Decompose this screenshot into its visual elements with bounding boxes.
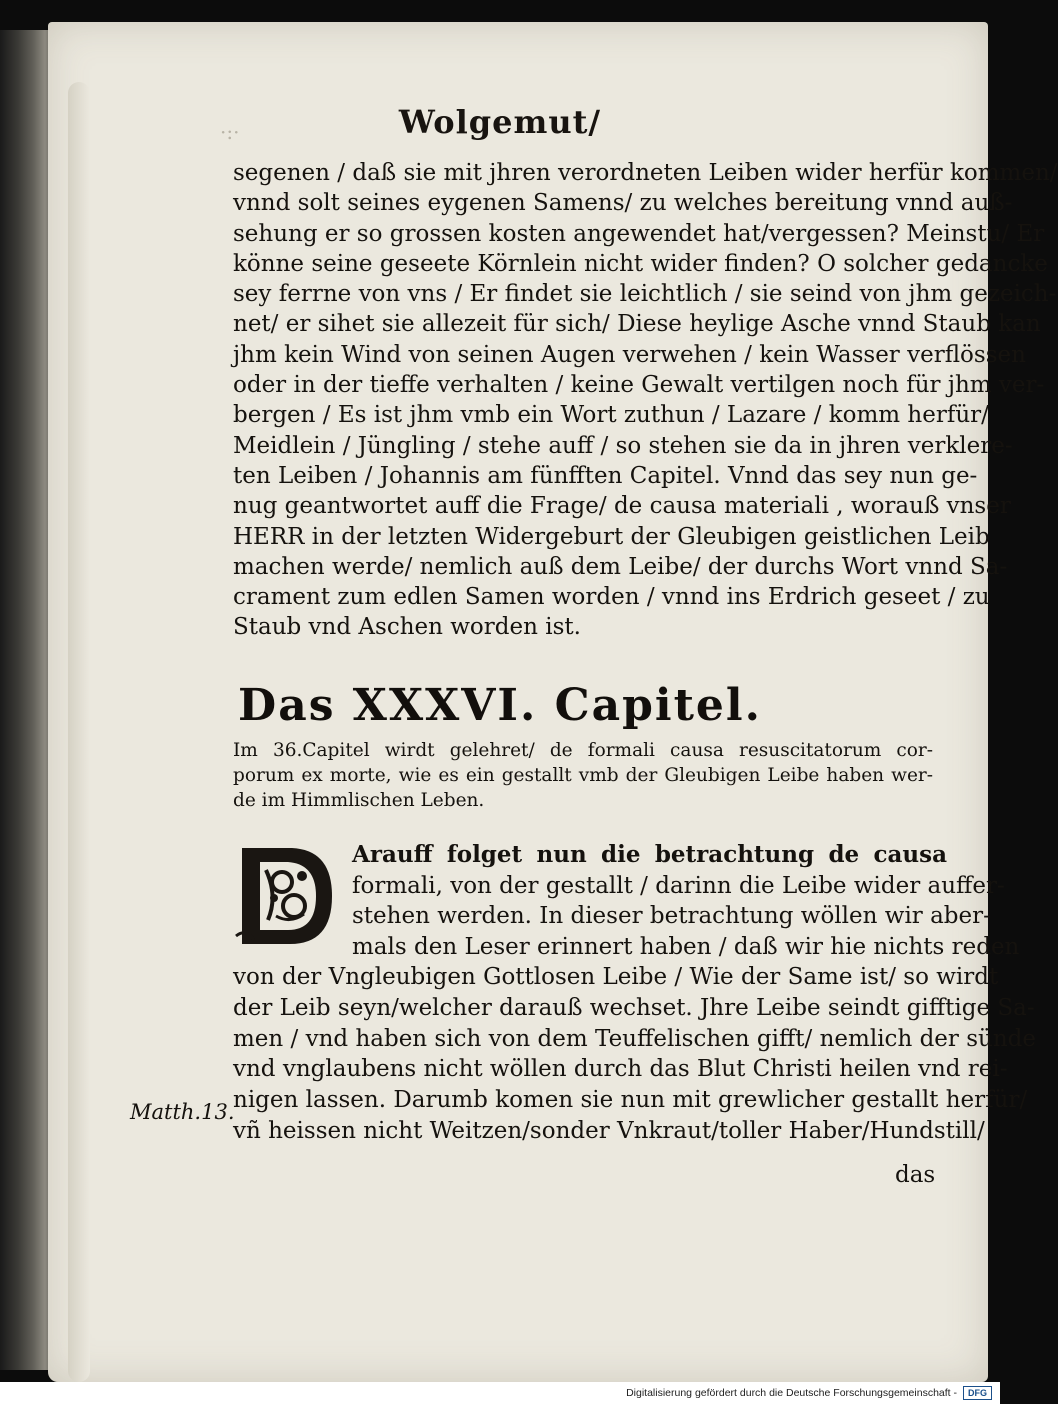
text-line: stehen werden. In dieser betrachtung wöllen wir aber- <box>352 903 991 929</box>
text-line: crament zum edlen Samen worden / vnnd ins Erdrich geseet / zu <box>233 584 990 611</box>
running-head: Wolgemut/ <box>398 103 602 141</box>
chapter-heading: Das XXXVI. Capitel. <box>238 680 762 731</box>
paragraph-2-indented <box>352 840 1020 962</box>
text-line: vnd vnglaubens nicht wöllen durch das Blut Christi heilen vnd rei- <box>233 1056 1008 1083</box>
text-line: Meidlein / Jüngling / stehe auff / so stehen sie da in jhren verklere- <box>233 432 1013 459</box>
text-line: oder in der tieffe verhalten / keine Gewalt vertilgen noch für jhm ver- <box>233 372 1045 399</box>
footer-credit-text: Digitalisierung gefördert durch die Deutsche Forschungsgemeinschaft - <box>626 1387 957 1399</box>
summary-line: de im Himmlischen Leben. <box>233 790 485 811</box>
text-line: vnnd solt seines eygenen Samens/ zu welches bereitung vnnd auß- <box>233 190 1013 217</box>
text-line: men / vnd haben sich von dem Teuffelischen gifft/ nemlich der sünde <box>233 1025 1036 1052</box>
text-line: der Leib seyn/welcher darauß wechset. Jhre Leibe seindt gifftige Sa- <box>233 994 1035 1021</box>
text-line: jhm kein Wind von seinen Augen verwehen / kein Wasser verflössen <box>233 341 1026 368</box>
text-line: sehung er so grossen kosten angewendet hat/vergessen? Meinstu/ Er <box>233 220 1045 247</box>
text-line: nigen lassen. Darumb komen sie nun mit grewlicher gestallt herfür/ <box>233 1087 1028 1114</box>
summary-line: porum ex morte, wie es ein gestallt vmb der Gleubigen Leibe haben wer- <box>233 765 933 786</box>
text-line: machen werde/ nemlich auß dem Leibe/ der durchs Wort vnnd Sa- <box>233 553 1008 580</box>
text-line: HERR in der letzten Widergeburt der Gleubigen geistlichen Leib <box>233 523 990 550</box>
margin-note: Matth.13. <box>130 1100 235 1124</box>
footer-credit-bar <box>0 1382 1000 1404</box>
text-line: könne seine geseete Körnlein nicht wider finden? O solcher gedancke <box>233 250 1048 277</box>
text-line: Arauff folget nun die betrachtung de causa <box>352 841 947 868</box>
text-line: sey ferrne von vns / Er findet sie leichtlich / sie seind von jhm gezeich- <box>233 281 1057 308</box>
text-line: nug geantwortet auff die Frage/ de causa materiali , worauß vnser <box>233 493 1011 520</box>
text-line: formali, von der gestallt / darinn die Leibe wider auffer- <box>352 872 1005 899</box>
text-line: von der Vngleubigen Gottlosen Leibe / Wie der Same ist/ so wirdt <box>233 964 999 990</box>
text-line: net/ er sihet sie allezeit für sich/ Diese heylige Asche vnnd Staub kan <box>233 311 1041 338</box>
page-curl-shadow <box>68 82 90 1382</box>
dfg-logo[interactable]: DFG <box>963 1386 992 1400</box>
text-line: mals den Leser erinnert haben / daß wir hie nichts reden <box>352 933 1020 960</box>
text-line: ten Leiben / Johannis am fünfften Capitel. Vnnd das sey nun ge- <box>233 462 978 489</box>
decorated-initial-d-icon <box>232 840 340 952</box>
paragraph-1 <box>233 158 1058 643</box>
chapter-summary <box>233 738 933 813</box>
text-line: vñ heissen nicht Weitzen/sonder Vnkraut/toller Haber/Hundstill/ <box>233 1117 985 1144</box>
summary-line: Im 36.Capitel wirdt gelehret/ de formali causa resuscitatorum cor- <box>233 740 933 761</box>
text-line: segenen / daß sie mit jhren verordneten Leiben wider herfür kommen/ <box>233 160 1058 186</box>
decorated-initial-d <box>232 840 340 952</box>
text-line: bergen / Es ist jhm vmb ein Wort zuthun / Lazare / komm herfür/ <box>233 402 989 429</box>
bleed-through-mark: ·:· <box>220 120 240 144</box>
catchword: das <box>895 1162 936 1188</box>
paragraph-2-full <box>233 962 1036 1147</box>
text-line: Staub vnd Aschen worden ist. <box>233 614 581 641</box>
